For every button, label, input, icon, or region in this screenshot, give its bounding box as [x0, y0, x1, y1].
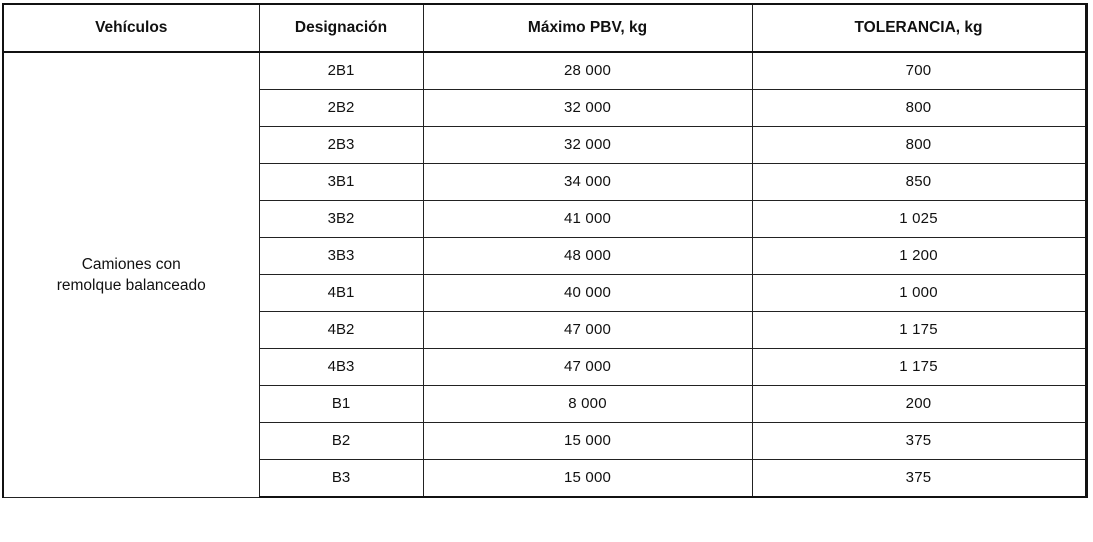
tolerance-cell: 850: [752, 164, 1086, 201]
header-tolerance: TOLERANCIA, kg: [752, 4, 1086, 52]
designation-cell: 2B3: [259, 127, 423, 164]
vehicle-group-cell: [3, 52, 259, 497]
tolerance-cell: 800: [752, 90, 1086, 127]
tolerance-cell: 375: [752, 423, 1086, 460]
tolerance-cell: 1 000: [752, 275, 1086, 312]
designation-cell: 2B1: [259, 52, 423, 90]
designation-cell: B1: [259, 386, 423, 423]
tolerance-cell: 375: [752, 460, 1086, 498]
max-pbv-cell: 15 000: [423, 423, 752, 460]
vehicle-group-line2: remolque balanceado: [56, 276, 206, 294]
max-pbv-cell: 32 000: [423, 90, 752, 127]
tolerance-cell: 1 200: [752, 238, 1086, 275]
max-pbv-cell: 47 000: [423, 312, 752, 349]
tolerance-cell: 1 175: [752, 349, 1086, 386]
table-header: [3, 4, 1086, 52]
designation-cell: 4B1: [259, 275, 423, 312]
tolerance-cell: 200: [752, 386, 1086, 423]
table-body: [3, 52, 1086, 497]
max-pbv-cell: 48 000: [423, 238, 752, 275]
designation-cell: 3B2: [259, 201, 423, 238]
max-pbv-cell: 15 000: [423, 460, 752, 498]
tolerance-cell: 1 175: [752, 312, 1086, 349]
designation-cell: 3B1: [259, 164, 423, 201]
max-pbv-cell: 41 000: [423, 201, 752, 238]
header-row: [3, 4, 1086, 52]
max-pbv-cell: 34 000: [423, 164, 752, 201]
max-pbv-cell: 47 000: [423, 349, 752, 386]
header-designation: Designación: [259, 4, 423, 52]
vehicle-weight-table: [2, 3, 1088, 498]
tolerance-cell: 700: [752, 52, 1086, 90]
max-pbv-cell: 32 000: [423, 127, 752, 164]
tolerance-cell: 800: [752, 127, 1086, 164]
max-pbv-cell: 8 000: [423, 386, 752, 423]
designation-cell: 4B3: [259, 349, 423, 386]
max-pbv-cell: 28 000: [423, 52, 752, 90]
table-row: [3, 52, 1086, 90]
header-max-pbv: Máximo PBV, kg: [423, 4, 752, 52]
designation-cell: 4B2: [259, 312, 423, 349]
designation-cell: 3B3: [259, 238, 423, 275]
designation-cell: 2B2: [259, 90, 423, 127]
header-vehicles: Vehículos: [3, 4, 259, 52]
vehicle-group-line1: Camiones con: [81, 255, 181, 273]
designation-cell: B3: [259, 460, 423, 498]
max-pbv-cell: 40 000: [423, 275, 752, 312]
designation-cell: B2: [259, 423, 423, 460]
tolerance-cell: 1 025: [752, 201, 1086, 238]
